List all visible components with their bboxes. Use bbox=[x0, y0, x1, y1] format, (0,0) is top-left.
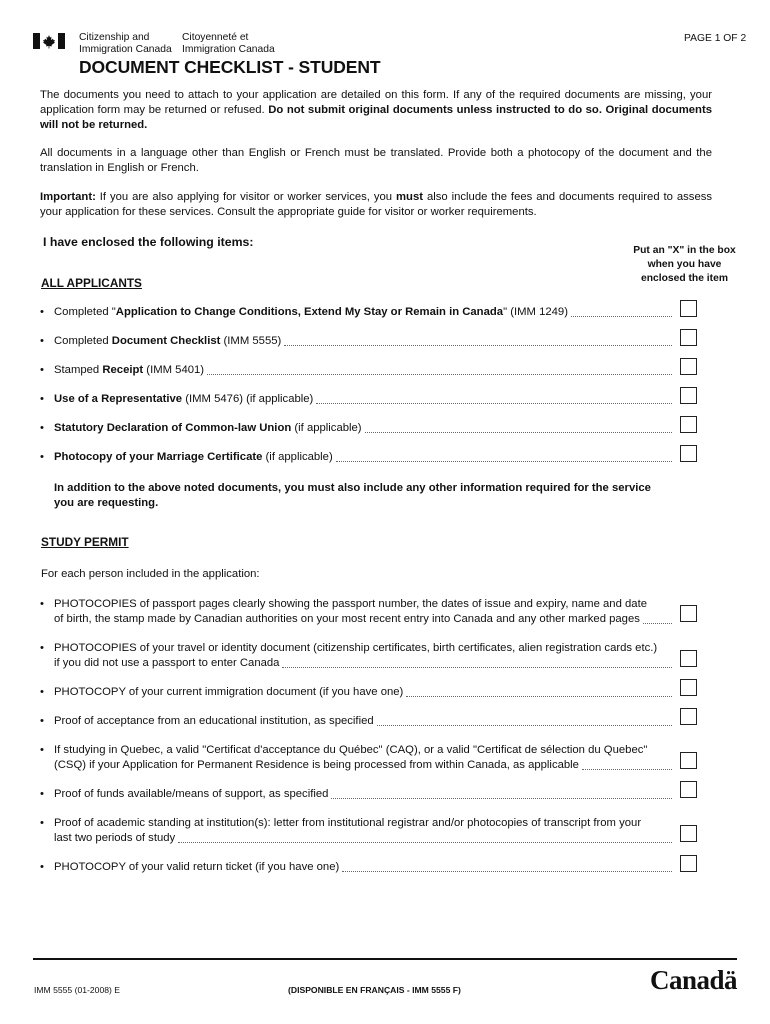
checklist-item bbox=[40, 363, 672, 378]
checklist-item bbox=[40, 714, 672, 729]
enclosed-checkbox[interactable] bbox=[680, 650, 697, 667]
leader-dots bbox=[331, 798, 672, 799]
instruction-line-3: enclosed the item bbox=[641, 273, 728, 284]
checklist-item bbox=[40, 305, 672, 320]
bullet-icon: • bbox=[40, 642, 44, 654]
checklist-item-text bbox=[54, 685, 672, 700]
leader-dots bbox=[377, 725, 672, 726]
leader-dots bbox=[582, 769, 672, 770]
bullet-icon: • bbox=[40, 451, 44, 463]
checklist-item-text bbox=[54, 334, 672, 349]
leader-dots bbox=[316, 403, 672, 404]
canada-flag-icon bbox=[33, 33, 65, 49]
leader-dots bbox=[284, 345, 672, 346]
checklist-item-text bbox=[54, 305, 672, 320]
item-line-2: PHOTOCOPY of your current immigration document (if you have one) bbox=[54, 686, 404, 698]
intro-paragraph-2: All documents in a language other than English or French must be translated. Provide both a photocopy of the document and the translation in English or French. bbox=[40, 147, 712, 174]
footer-rule bbox=[33, 958, 737, 960]
checklist-item-text bbox=[54, 787, 672, 802]
french-availability: (DISPONIBLE EN FRANÇAIS - IMM 5555 F) bbox=[288, 985, 461, 995]
important-label: Important: bbox=[40, 191, 96, 203]
instruction-line-2: when you have bbox=[647, 259, 722, 270]
item-title: Receipt bbox=[102, 364, 144, 376]
enclosed-checkbox[interactable] bbox=[680, 605, 697, 622]
department-name-fr bbox=[182, 32, 275, 56]
leader-dots bbox=[342, 871, 672, 872]
bullet-icon: • bbox=[40, 598, 44, 610]
item-suffix: (IMM 5555) bbox=[220, 335, 282, 347]
department-name-en-line1: Citizenship and bbox=[79, 32, 150, 43]
enclosed-checkbox[interactable] bbox=[680, 708, 697, 725]
checklist-item-text bbox=[54, 597, 672, 627]
enclosed-checkbox[interactable] bbox=[680, 300, 697, 317]
checklist-item-text bbox=[54, 641, 672, 671]
item-prefix: Completed bbox=[54, 335, 112, 347]
checklist-item-text bbox=[54, 392, 672, 407]
page-indicator: PAGE 1 OF 2 bbox=[684, 33, 747, 44]
checklist-item-text bbox=[54, 450, 672, 465]
important-text-b: also include the fees and documents required to assess your application for these services. Consult the appropriate guide for visitor or worker requirements. bbox=[40, 191, 713, 218]
checklist-item bbox=[40, 860, 672, 875]
item-title: Statutory Declaration of Common-law Union bbox=[54, 422, 292, 434]
intro-text: The documents you need to attach to your application are detailed on this form. If any of the required documents are missing, your application form may be returned or refused. bbox=[40, 89, 712, 116]
intro-paragraph-1 bbox=[40, 88, 712, 133]
enclosed-heading: I have enclosed the following items: bbox=[43, 235, 254, 249]
all-applicants-heading: ALL APPLICANTS bbox=[41, 276, 142, 290]
item-line-2: last two periods of study bbox=[54, 832, 176, 844]
enclosed-checkbox[interactable] bbox=[680, 855, 697, 872]
checklist-item-text bbox=[54, 816, 672, 846]
checklist-item-text bbox=[54, 860, 672, 875]
item-line-2: if you did not use a passport to enter Canada bbox=[54, 657, 280, 669]
bullet-icon: • bbox=[40, 744, 44, 756]
canada-wordmark: Canadä bbox=[650, 965, 738, 995]
bullet-icon: • bbox=[40, 393, 44, 405]
checklist-item-text bbox=[54, 714, 672, 729]
department-name-fr-line1: Citoyenneté et bbox=[182, 32, 249, 43]
study-permit-intro: For each person included in the application: bbox=[41, 568, 260, 580]
item-line-2: Proof of acceptance from an educational institution, as specified bbox=[54, 715, 374, 727]
leader-dots bbox=[571, 316, 672, 317]
enclosed-checkbox[interactable] bbox=[680, 387, 697, 404]
leader-dots bbox=[336, 461, 672, 462]
important-text-a: If you are also applying for visitor or worker services, you bbox=[99, 191, 393, 203]
checklist-item bbox=[40, 597, 672, 627]
page-title: DOCUMENT CHECKLIST - STUDENT bbox=[79, 57, 381, 77]
leader-dots bbox=[406, 696, 672, 697]
leader-dots bbox=[643, 623, 672, 624]
bullet-icon: • bbox=[40, 306, 44, 318]
checkbox-instruction bbox=[622, 244, 747, 286]
item-suffix: (IMM 5476) (if applicable) bbox=[182, 393, 314, 405]
bullet-icon: • bbox=[40, 335, 44, 347]
enclosed-checkbox[interactable] bbox=[680, 358, 697, 375]
checklist-item bbox=[40, 743, 672, 773]
checklist-item bbox=[40, 641, 672, 671]
checklist-item bbox=[40, 450, 672, 465]
enclosed-checkbox[interactable] bbox=[680, 825, 697, 842]
checklist-item-text bbox=[54, 363, 672, 378]
bullet-icon: • bbox=[40, 861, 44, 873]
item-line-1: If studying in Quebec, a valid "Certificat d'acceptance du Québec" (CAQ), or a valid "Certificat de sélection du Quebec" bbox=[54, 744, 648, 756]
item-suffix: (IMM 5401) bbox=[143, 364, 205, 376]
item-title: Document Checklist bbox=[111, 335, 221, 347]
item-line-1: PHOTOCOPIES of passport pages clearly showing the passport number, the dates of issue and expiry, name and date bbox=[54, 598, 647, 610]
bullet-icon: • bbox=[40, 788, 44, 800]
item-prefix: Completed " bbox=[54, 306, 116, 318]
department-name-en-line2: Immigration Canada bbox=[79, 44, 172, 55]
checklist-item-text bbox=[54, 743, 672, 773]
checklist-item bbox=[40, 816, 672, 846]
enclosed-checkbox[interactable] bbox=[680, 679, 697, 696]
enclosed-checkbox[interactable] bbox=[680, 416, 697, 433]
bullet-icon: • bbox=[40, 715, 44, 727]
checklist-item-text bbox=[54, 421, 672, 436]
item-line-2: (CSQ) if your Application for Permanent Residence is being processed from within Canada, as applicable bbox=[54, 759, 579, 771]
item-title: Photocopy of your Marriage Certificate bbox=[54, 451, 263, 463]
checklist-item bbox=[40, 334, 672, 349]
checklist-item bbox=[40, 421, 672, 436]
study-permit-heading: STUDY PERMIT bbox=[41, 535, 129, 549]
department-name-en bbox=[79, 32, 172, 56]
item-suffix: (if applicable) bbox=[291, 422, 362, 434]
enclosed-checkbox[interactable] bbox=[680, 445, 697, 462]
enclosed-checkbox[interactable] bbox=[680, 752, 697, 769]
checklist-item bbox=[40, 685, 672, 700]
item-title: Application to Change Conditions, Extend My Stay or Remain in Canada bbox=[115, 306, 504, 318]
bullet-icon: • bbox=[40, 817, 44, 829]
bullet-icon: • bbox=[40, 364, 44, 376]
enclosed-checkbox[interactable] bbox=[680, 329, 697, 346]
item-line-1: Proof of academic standing at institution(s): letter from institutional registrar and/or photocopies of transcript from your bbox=[54, 817, 642, 829]
bullet-icon: • bbox=[40, 686, 44, 698]
item-line-2: PHOTOCOPY of your valid return ticket (if you have one) bbox=[54, 861, 340, 873]
checklist-item bbox=[40, 787, 672, 802]
item-line-2: Proof of funds available/means of support, as specified bbox=[54, 788, 329, 800]
leader-dots bbox=[365, 432, 672, 433]
form-identifier: IMM 5555 (01-2008) E bbox=[34, 985, 120, 995]
enclosed-checkbox[interactable] bbox=[680, 781, 697, 798]
department-name-fr-line2: Immigration Canada bbox=[182, 44, 275, 55]
intro-warning: Do not submit original documents unless instructed to do so. Original documents will not be returned. bbox=[40, 104, 712, 131]
leader-dots bbox=[178, 842, 672, 843]
item-line-1: PHOTOCOPIES of your travel or identity document (citizenship certificates, birth certificates, alien registration cards etc.) bbox=[54, 642, 658, 654]
item-prefix: Stamped bbox=[54, 364, 103, 376]
item-suffix: (if applicable) bbox=[262, 451, 333, 463]
bullet-icon: • bbox=[40, 422, 44, 434]
checklist-item bbox=[40, 392, 672, 407]
additional-info-note: In addition to the above noted documents, you must also include any other information required for the service you are requesting. bbox=[54, 482, 651, 509]
leader-dots bbox=[282, 667, 672, 668]
intro-paragraph-3 bbox=[40, 190, 712, 220]
item-line-2: of birth, the stamp made by Canadian authorities on your most recent entry into Canada and any other marked pages bbox=[54, 613, 640, 625]
item-title: Use of a Representative bbox=[54, 393, 183, 405]
instruction-line-1: Put an "X" in the box bbox=[633, 245, 736, 256]
leader-dots bbox=[207, 374, 672, 375]
item-suffix: " (IMM 1249) bbox=[503, 306, 568, 318]
important-must: must bbox=[396, 191, 423, 203]
